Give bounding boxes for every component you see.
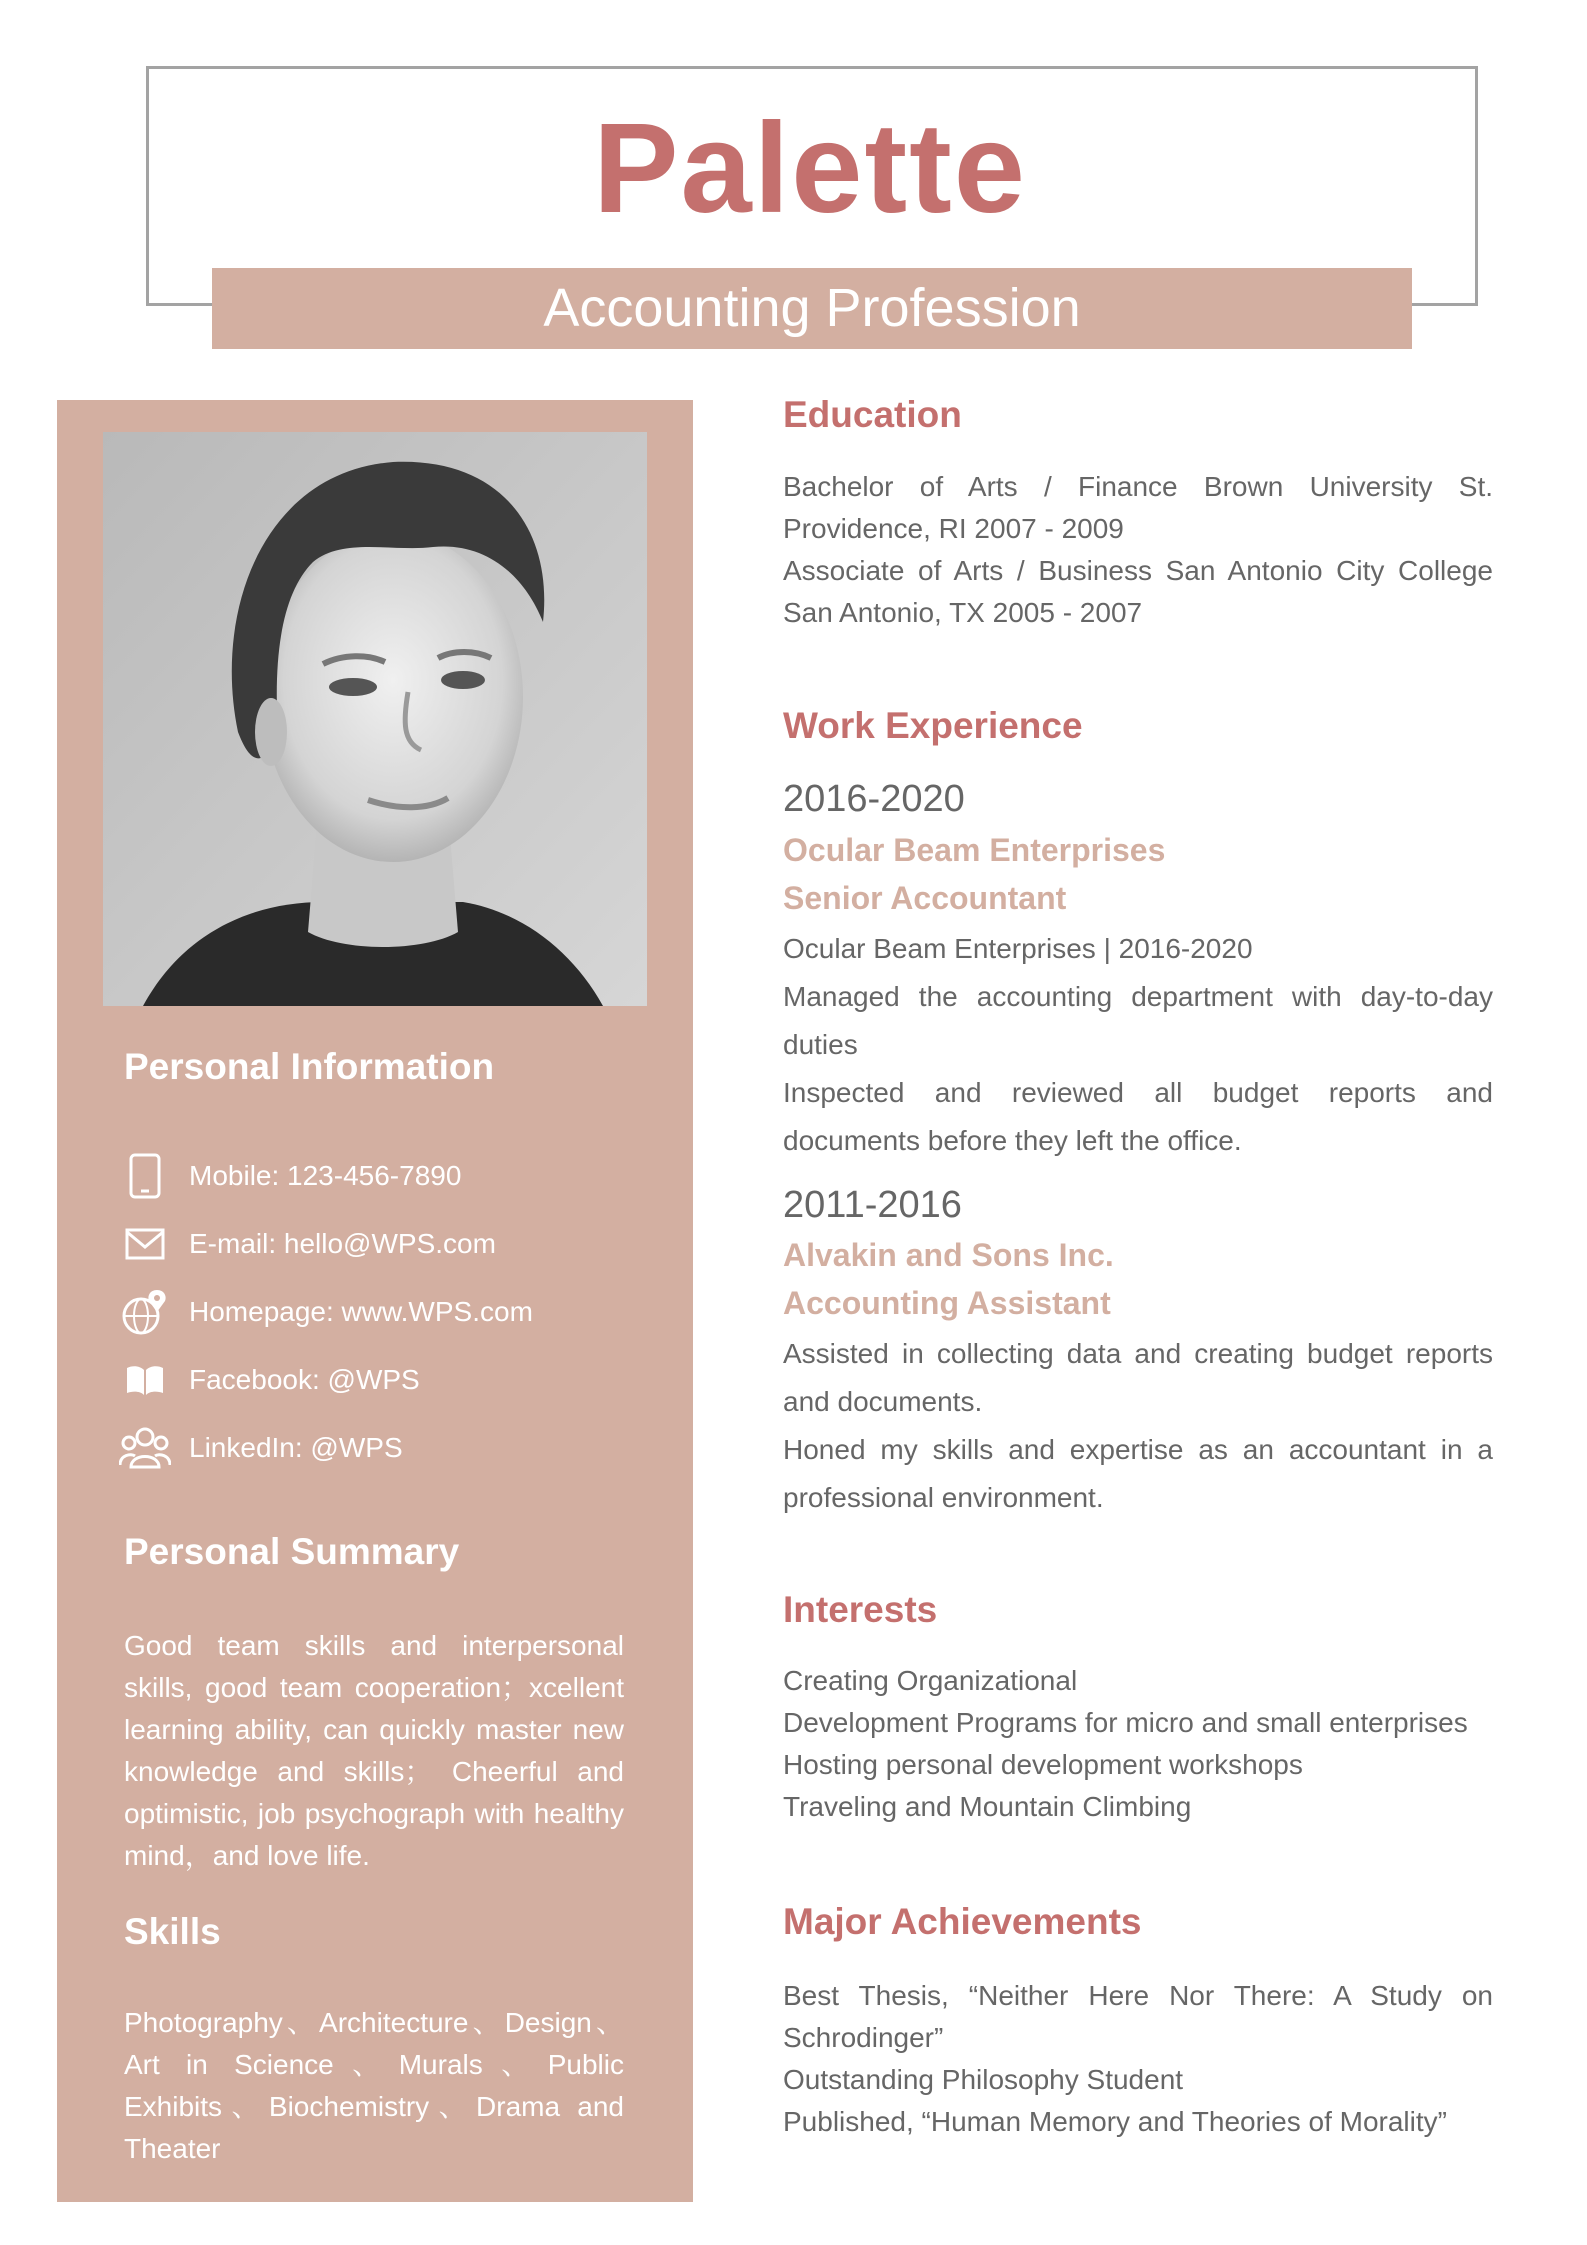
job-details [783, 925, 1493, 1165]
job-detail: Managed the accounting department with day-to-day duties [783, 981, 1493, 1060]
job-details [783, 1330, 1493, 1522]
achievements-list [783, 1975, 1493, 2143]
interest-item: Traveling and Mountain Climbing [783, 1791, 1192, 1822]
interest-item: Creating Organizational [783, 1665, 1078, 1696]
job-years: 2016-2020 [783, 778, 965, 820]
job-detail: Assisted in collecting data and creating budget reports and documents. [783, 1338, 1493, 1417]
work-experience-heading: Work Experience [783, 705, 1083, 746]
achievement-item: Outstanding Philosophy Student [783, 2064, 1184, 2095]
interest-item: Hosting personal development workshops [783, 1749, 1303, 1780]
facebook-text: Facebook: @WPS [189, 1364, 420, 1395]
email-text: E-mail: hello@WPS.com [189, 1228, 496, 1259]
resume-name: Palette [593, 97, 1027, 240]
personal-summary-heading: Personal Summary [124, 1531, 460, 1572]
job-detail: Ocular Beam Enterprises | 2016-2020 [783, 933, 1253, 964]
envelope-icon [117, 1219, 173, 1269]
people-icon [117, 1423, 173, 1473]
skills-heading: Skills [124, 1911, 221, 1952]
mobile-icon [117, 1151, 173, 1201]
profession-banner: Accounting Profession [212, 268, 1412, 349]
job-title: Accounting Assistant [783, 1285, 1111, 1321]
major-achievements-heading: Major Achievements [783, 1901, 1142, 1942]
contact-linkedin [117, 1423, 403, 1473]
contact-homepage [117, 1287, 533, 1337]
interest-item: Development Programs for micro and small enterprises [783, 1707, 1468, 1738]
education-heading: Education [783, 394, 962, 435]
personal-information-heading: Personal Information [124, 1046, 495, 1087]
job-title: Senior Accountant [783, 880, 1067, 916]
contact-mobile [117, 1151, 461, 1201]
job-years: 2011-2016 [783, 1184, 962, 1226]
achievement-item: Published, “Human Memory and Theories of Morality” [783, 2106, 1447, 2137]
interests-heading: Interests [783, 1589, 938, 1630]
achievement-item: Best Thesis, “Neither Here Nor There: A Study on Schrodinger” [783, 1980, 1493, 2053]
profile-photo [103, 432, 647, 1006]
interests-list [783, 1660, 1493, 1828]
mobile-text: Mobile: 123-456-7890 [189, 1160, 462, 1191]
skills-text: Photography、Architecture、Design、Art in Science、Murals、Public Exhibits、Biochemistry、Drama and Theater [124, 2007, 624, 2164]
homepage-text: Homepage: www.WPS.com [189, 1296, 533, 1327]
education-list [783, 466, 1493, 634]
linkedin-text: LinkedIn: @WPS [189, 1432, 403, 1463]
globe-pin-icon [117, 1287, 173, 1337]
contact-facebook [117, 1355, 420, 1405]
contact-email [117, 1219, 496, 1269]
personal-summary-text: Good team skills and interpersonal skills, good team cooperation；xcellent learning ability, can quickly master new knowledge and skills； Cheerful and optimistic, job psychograph with healthy mind，and love life. [124, 1630, 624, 1871]
job-company: Alvakin and Sons Inc. [783, 1237, 1114, 1273]
sidebar [57, 400, 693, 2202]
education-item: Associate of Arts / Business San Antonio City College San Antonio, TX 2005 - 2007 [783, 555, 1493, 628]
job-detail: Inspected and reviewed all budget reports and documents before they left the office. [783, 1077, 1493, 1156]
education-item: Bachelor of Arts / Finance Brown University St. Providence, RI 2007 - 2009 [783, 471, 1493, 544]
job-company: Ocular Beam Enterprises [783, 832, 1166, 868]
job-detail: Honed my skills and expertise as an accountant in a professional environment. [783, 1434, 1493, 1513]
book-icon [117, 1355, 173, 1405]
